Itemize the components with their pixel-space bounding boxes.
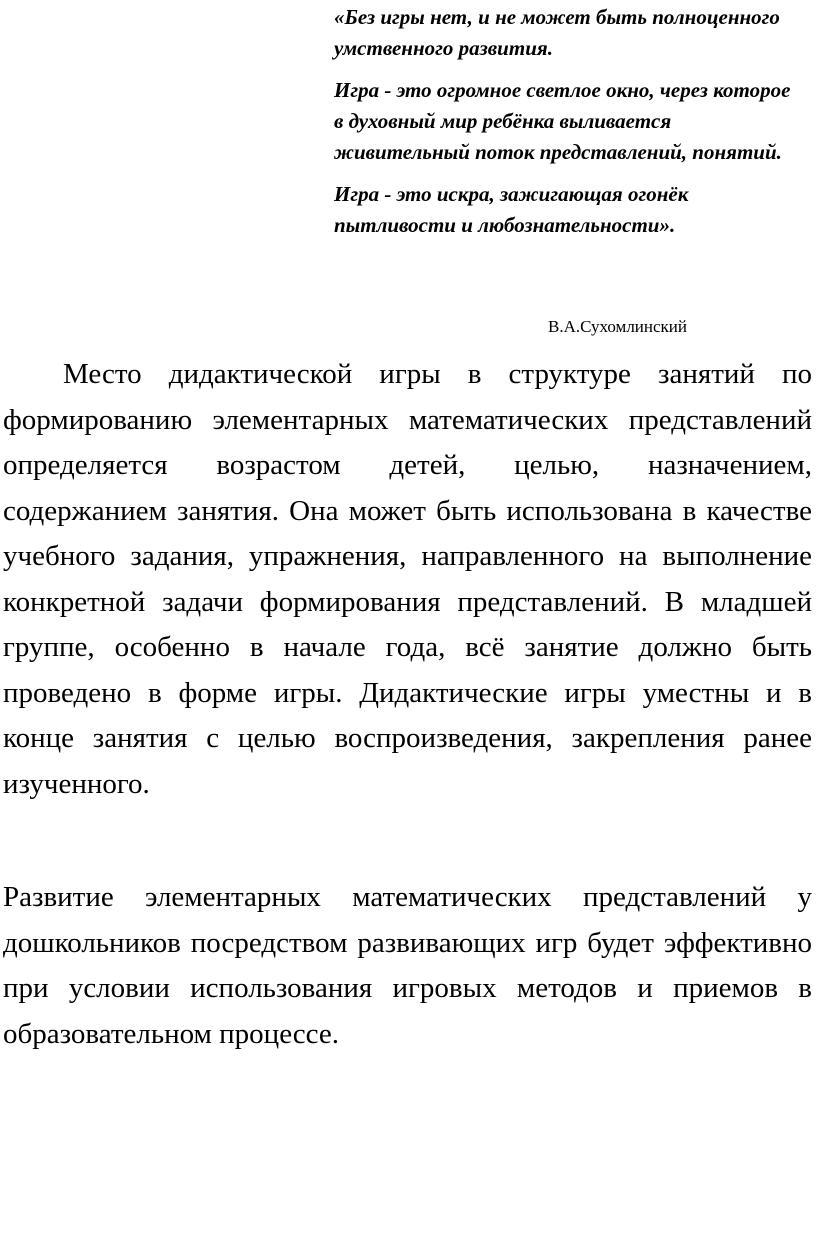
epigraph-line-1: «Без игры нет, и не может быть полноценного умственного развития. bbox=[334, 5, 780, 60]
epigraph-author: В.А.Сухомлинский bbox=[548, 317, 687, 336]
body-paragraph-2: Развитие элементарных математических представлений у дошкольников посредством развивающих игр будет эффективно при условии использования игровых методов и приемов в образовательном процессе. bbox=[3, 881, 812, 1050]
epigraph-quote bbox=[334, 2, 804, 241]
epigraph-line-2: Игра - это огромное светлое окно, через которое в духовный мир ребёнка выливается живительный поток представлений, понятий. bbox=[334, 78, 791, 164]
body-paragraph-1: Место дидактической игры в структуре занятий по формированию элементарных математических представлений определяется возрастом детей, целью, назначением, содержанием занятия. Она может быть использована в качестве учебного задания, упражнения, направленного на выполнение конкретной задачи формирования представлений. В младшей группе, особенно в начале года, всё занятие должно быть проведено в форме игры. Дидактические игры уместны и в конце занятия с целью воспроизведения, закрепления ранее изученного. bbox=[3, 358, 812, 800]
epigraph-line-3: Игра - это искра, зажигающая огонёк пытливости и любознательности». bbox=[334, 182, 689, 237]
